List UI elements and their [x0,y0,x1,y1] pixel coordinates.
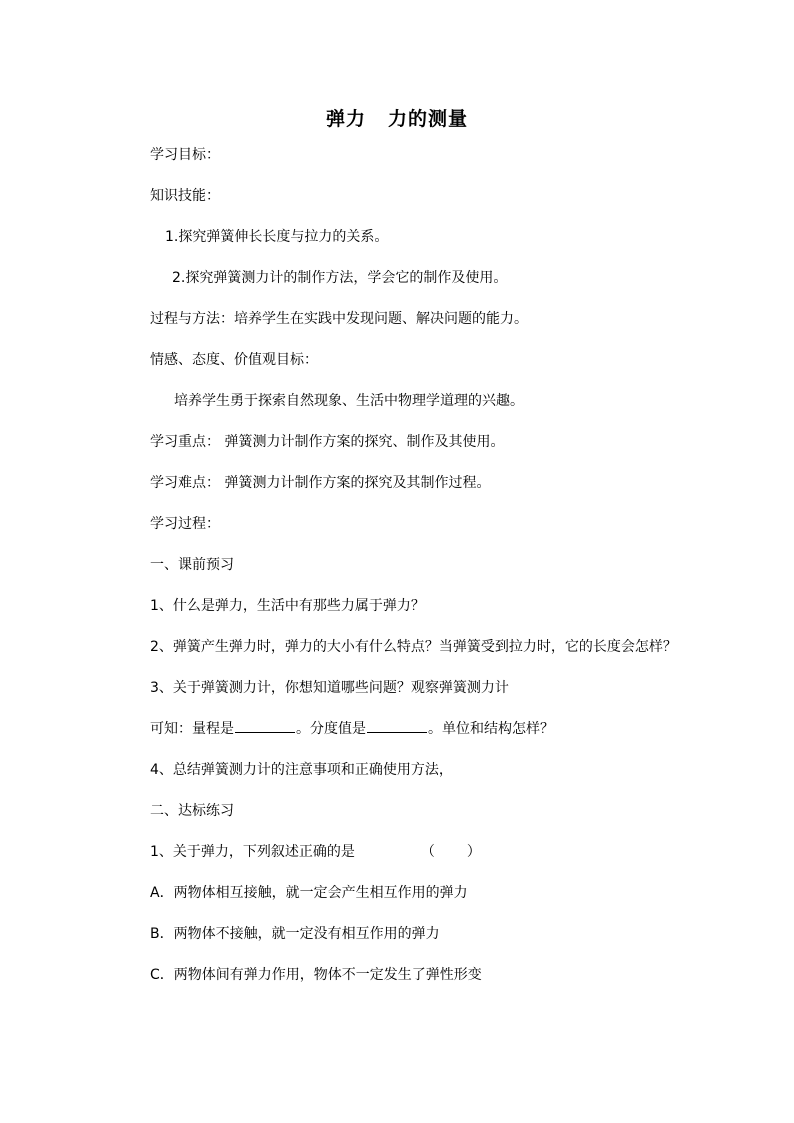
answer-paren-open: （ [420,844,435,860]
practice-question-1 [150,843,481,861]
knowledge-item-1: 1.探究弹簧伸长长度与拉力的关系。 [165,229,389,245]
practice-question-1-text: 1、关于弹力，下列叙述正确的是 [150,844,355,860]
preview-question-4: 4、总结弹簧测力计的注意事项和正确使用方法， [150,762,453,778]
process-methods: 过程与方法：培养学生在实践中发现问题、解决问题的能力。 [150,311,528,327]
fill-in-line [150,720,554,738]
knowledge-item-2: 2.探究弹簧测力计的制作方法，学会它的制作及使用。 [172,270,508,286]
knowledge-skills-heading: 知识技能： [150,188,220,204]
preview-question-3: 3、关于弹簧测力计，你想知道哪些问题？观察弹簧测力计 [150,680,509,696]
title-part-2: 力的测量 [388,108,469,130]
answer-paren-close: ） [466,844,481,860]
option-a: A．两物体相互接触，就一定会产生相互作用的弹力 [150,885,468,901]
page-title [0,104,794,131]
section-preview-heading: 一、课前预习 [150,557,234,573]
option-b: B．两物体不接触，就一定没有相互作用的弹力 [150,926,440,942]
preview-question-1: 1、什么是弹力，生活中有那些力属于弹力？ [150,598,425,614]
emotion-goals-heading: 情感、态度、价值观目标： [150,352,318,368]
fill-text-unit: 。单位和结构怎样？ [428,721,554,737]
learning-goals-heading: 学习目标： [150,147,220,163]
option-c: C．两物体间有弹力作用，物体不一定发生了弹性形变 [150,967,482,983]
fill-text-range: 可知：量程是 [150,721,234,737]
key-points: 学习重点： 弹簧测力计制作方案的探究、制作及其使用。 [150,434,505,450]
fill-text-division: 。分度值是 [296,721,366,737]
section-practice-heading: 二、达标练习 [150,803,234,819]
preview-question-2: 2、弹簧产生弹力时，弹力的大小有什么特点？当弹簧受到拉力时，它的长度会怎样？ [150,639,677,655]
division-blank[interactable] [367,720,427,733]
title-part-1: 弹力 [325,108,366,130]
emotion-goals-body: 培养学生勇于探索自然现象、生活中物理学道理的兴趣。 [174,393,524,409]
range-blank[interactable] [235,720,295,733]
learning-process-heading: 学习过程： [150,516,220,532]
difficult-points: 学习难点： 弹簧测力计制作方案的探究及其制作过程。 [150,475,491,491]
